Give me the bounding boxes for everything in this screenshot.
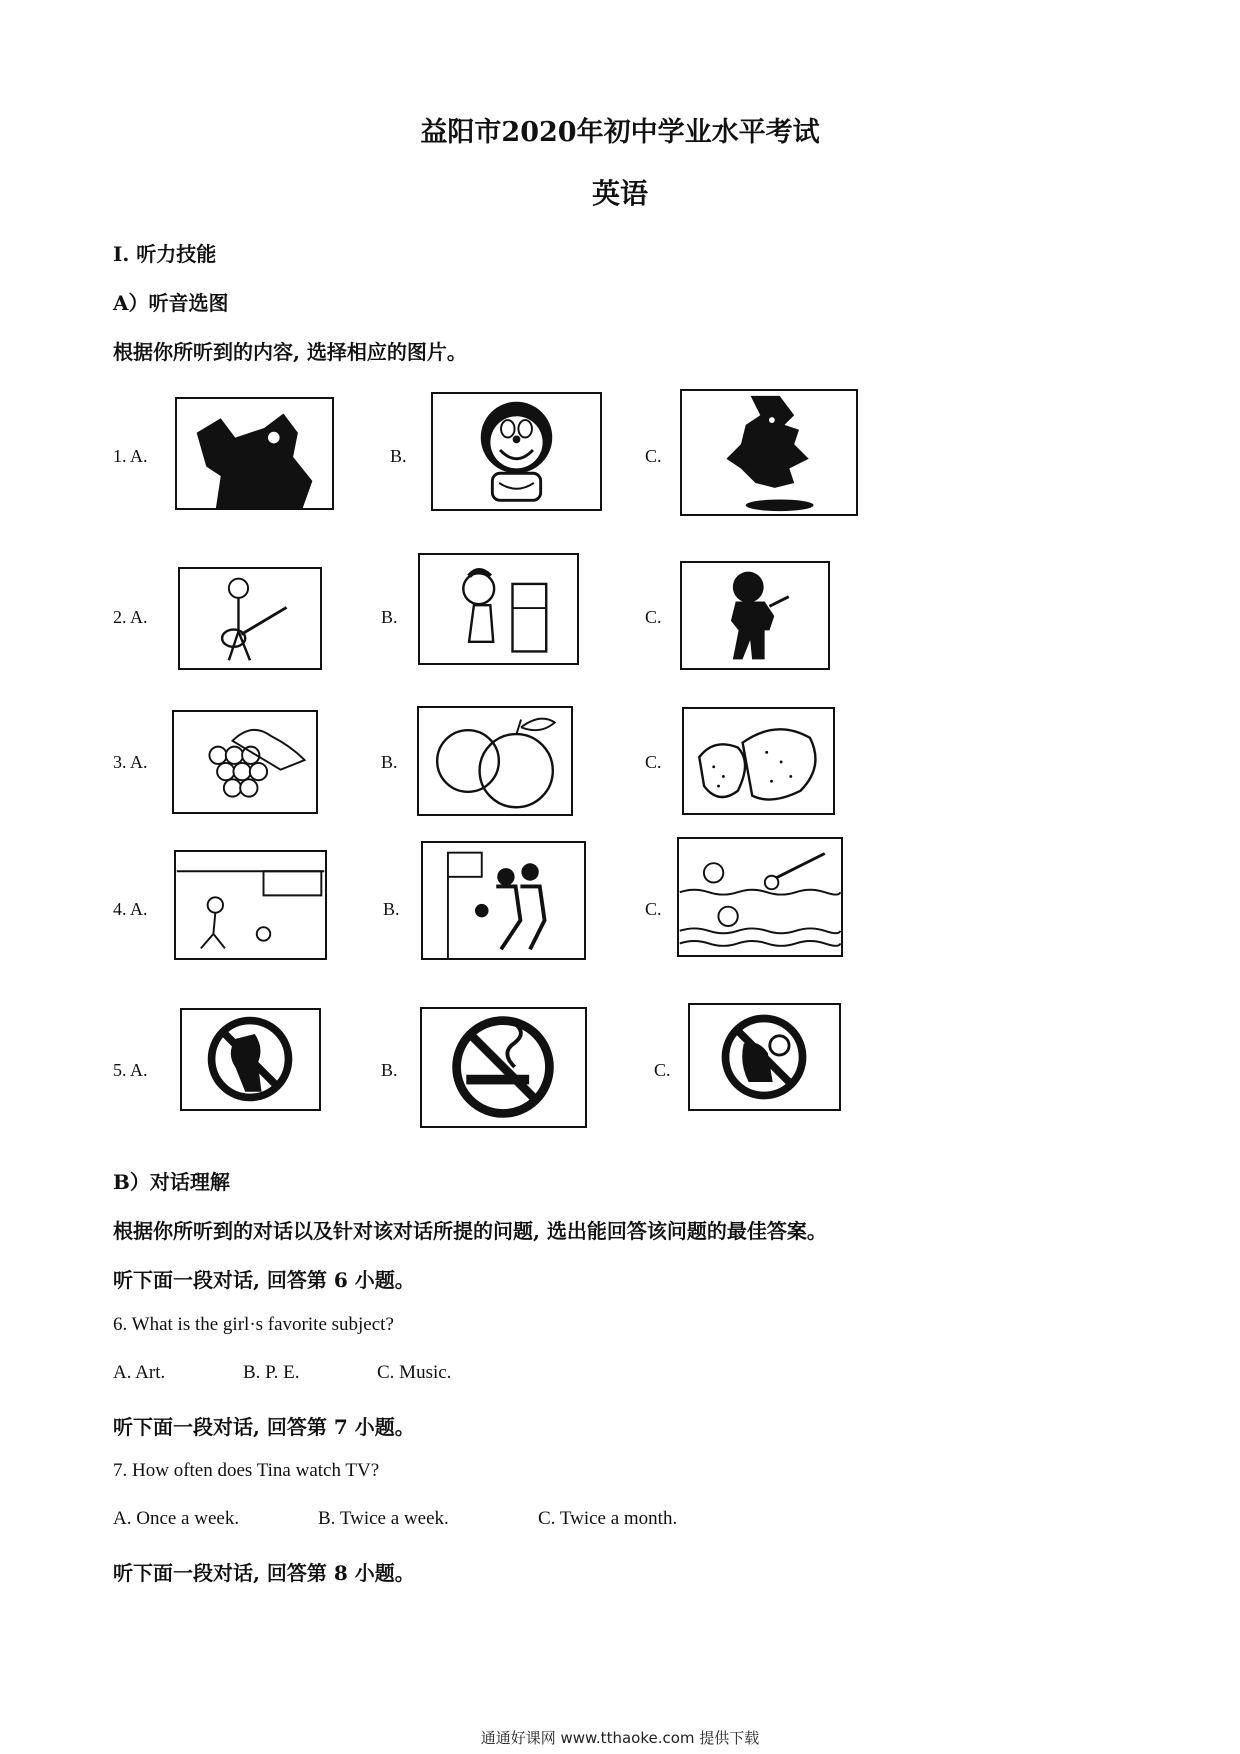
no-picking-flowers-sign-icon[interactable] — [688, 1003, 841, 1111]
q7-option-a[interactable]: A. Once a week. — [113, 1508, 240, 1529]
apples-icon[interactable] — [417, 706, 573, 816]
q6-prompt: 听下面一段对话, 回答第 6 小题。 — [113, 1268, 415, 1292]
q1-label-c: C. — [645, 446, 662, 466]
q8-prompt: 听下面一段对话, 回答第 8 小题。 — [113, 1561, 415, 1585]
part-b-heading: B）对话理解 — [113, 1170, 230, 1194]
q5-label-c: C. — [654, 1060, 671, 1080]
q1-label-a: 1. A. — [113, 446, 148, 466]
q3-label-b: B. — [381, 752, 398, 772]
basketball-icon[interactable] — [421, 841, 586, 960]
exam-title: 益阳市2020年初中学业水平考试 — [420, 117, 820, 148]
q6-option-a[interactable]: A. Art. — [113, 1362, 166, 1383]
no-smoking-sign-icon[interactable] — [420, 1007, 587, 1128]
piano-player-icon[interactable] — [418, 553, 579, 665]
q2-label-c: C. — [645, 607, 662, 627]
guitar-player-icon[interactable] — [178, 567, 322, 670]
gorilla-icon[interactable] — [175, 397, 334, 510]
q4-label-c: C. — [645, 899, 662, 919]
q7-question: 7. How often does Tina watch TV? — [113, 1460, 380, 1481]
doraemon-icon[interactable] — [431, 392, 602, 511]
q6-question: 6. What is the girl·s favorite subject? — [113, 1314, 394, 1335]
q4-label-a: 4. A. — [113, 899, 148, 919]
q5-label-a: 5. A. — [113, 1060, 148, 1080]
part-a-heading: A）听音选图 — [113, 291, 229, 315]
soccer-icon[interactable] — [174, 850, 327, 960]
q7-option-b[interactable]: B. Twice a week. — [318, 1508, 449, 1529]
section-heading-listening: Ⅰ. 听力技能 — [113, 242, 217, 266]
q4-label-b: B. — [383, 899, 400, 919]
footer-source: 通通好课网 www.tthaoke.com 提供下载 — [480, 1729, 760, 1747]
q6-option-b[interactable]: B. P. E. — [243, 1362, 300, 1383]
q6-option-c[interactable]: C. Music. — [377, 1362, 452, 1383]
subject-title: 英语 — [591, 177, 648, 210]
q1-label-b: B. — [390, 446, 407, 466]
part-a-instruction: 根据你所听到的内容, 选择相应的图片。 — [113, 340, 467, 364]
strawberries-icon[interactable] — [682, 707, 835, 815]
donald-duck-icon[interactable] — [680, 389, 858, 516]
grapes-icon[interactable] — [172, 710, 318, 814]
q3-label-a: 3. A. — [113, 752, 148, 772]
q7-prompt: 听下面一段对话, 回答第 7 小题。 — [113, 1415, 415, 1439]
part-b-instruction: 根据你所听到的对话以及针对该对话所提的问题, 选出能回答该问题的最佳答案。 — [113, 1219, 827, 1243]
swimming-icon[interactable] — [677, 837, 843, 957]
violin-player-icon[interactable] — [680, 561, 830, 670]
no-drinking-sign-icon[interactable] — [180, 1008, 321, 1111]
q5-label-b: B. — [381, 1060, 398, 1080]
q3-label-c: C. — [645, 752, 662, 772]
q7-option-c[interactable]: C. Twice a month. — [538, 1508, 678, 1529]
q2-label-b: B. — [381, 607, 398, 627]
q2-label-a: 2. A. — [113, 607, 148, 627]
